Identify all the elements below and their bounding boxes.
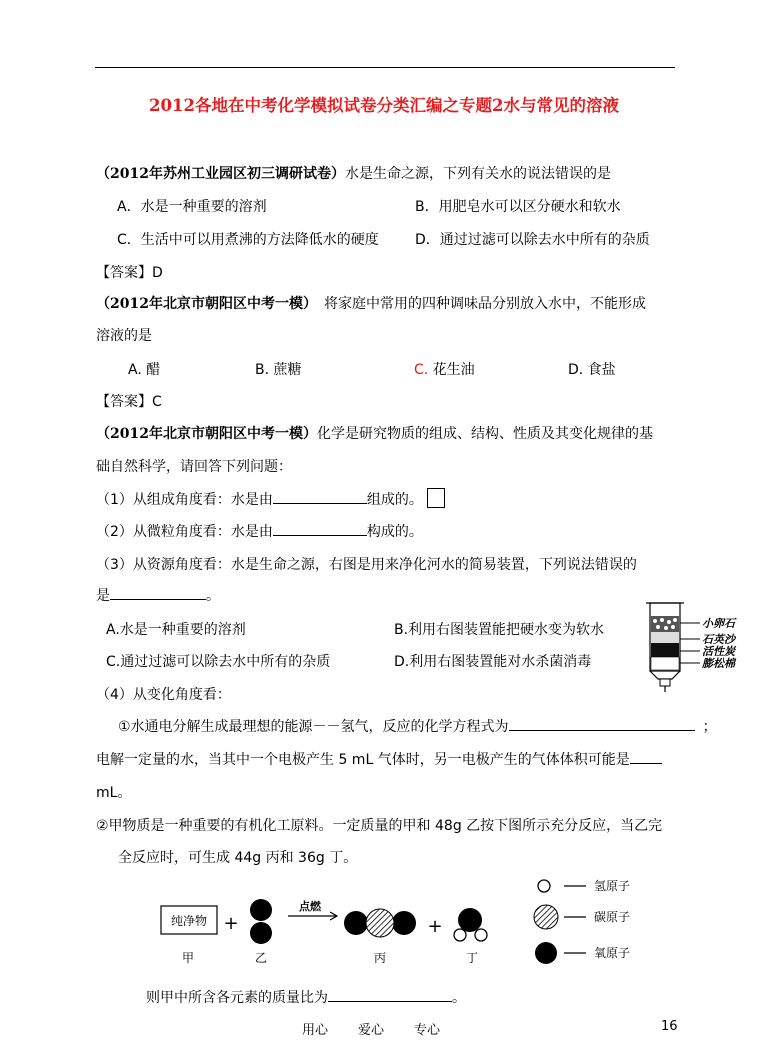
q3-part-4-4-suffix: 。 [452, 990, 466, 1006]
q3-part-4-2 [96, 749, 662, 769]
q3-part-2-suffix: 构成的。 [366, 524, 423, 540]
oxygen-atom [344, 911, 368, 935]
q3-part-1-text: （1）从组成角度看：水是由 [96, 492, 273, 508]
q1-option-a: A．水是一种重要的溶剂 [117, 199, 267, 215]
plus-sign-1: + [223, 913, 239, 934]
blank-mass-ratio[interactable] [328, 987, 452, 1002]
q1-option-b: B．用肥皂水可以区分硬水和软水 [415, 199, 621, 215]
q2-answer: 【答案】C [96, 394, 162, 410]
pure-substance-label: 纯净物 [170, 914, 208, 928]
q3-part-4-3: ②甲物质是一种重要的有机化工原料。一定质量的甲和 48g 乙按下图所示充分反应，当乙完 [96, 818, 663, 834]
footer-item: 用心 [302, 1023, 329, 1038]
label-quartz-sand: 石英沙 [702, 633, 735, 646]
legend-oxygen-label: 氧原子 [594, 946, 631, 960]
answer-box[interactable] [427, 488, 445, 508]
q3-part-4-4 [146, 987, 466, 1007]
q3-part-3-prefix: 是 [96, 588, 110, 604]
q1-option-c: C．生活中可以用煮沸的方法降低水的硬度 [117, 232, 379, 248]
blank-wrong-statement[interactable] [110, 585, 206, 600]
q3-option-b: B.利用右图装置能把硬水变为软水 [394, 622, 605, 638]
blank-composition[interactable] [273, 489, 367, 504]
legend-oxygen-symbol [535, 942, 557, 964]
q1-answer: 【答案】D [96, 265, 163, 281]
q3-part-2-text: （2）从微粒角度看：水是由 [96, 524, 273, 540]
q3-part-4-1-suffix: ； [702, 719, 717, 735]
label-activated-carbon: 活性炭 [702, 645, 735, 658]
q3-part-4-2-text: 电解一定量的水，当其中一个电极产生 5 mL 气体时，另一电极产生的气体体积可能是 [96, 752, 630, 768]
legend-hydrogen-symbol [538, 880, 550, 892]
q3-option-d: D.利用右图装置能对水杀菌消毒 [394, 654, 592, 670]
q1-source: （2012年苏州工业园区初三调研试卷） [96, 166, 345, 182]
q3-part-4-1 [118, 716, 717, 736]
q2-option-c [414, 359, 475, 379]
legend-hydrogen-label: 氢原子 [594, 879, 631, 893]
blank-equation[interactable] [509, 716, 695, 731]
q3-source: （2012年北京市朝阳区中考一模） [96, 426, 317, 442]
oxygen-atom [250, 922, 272, 944]
activated-carbon-layer [651, 643, 679, 657]
header-rule [95, 67, 675, 68]
q2-option-c-letter: C. [414, 362, 429, 378]
q2-source: （2012年北京市朝阳区中考一模） [96, 296, 310, 312]
water-filter-diagram [640, 600, 750, 696]
quartz-sand-layer [651, 632, 679, 643]
page-title: 2012各地在中考化学模拟试卷分类汇编之专题2水与常见的溶液 [149, 96, 619, 115]
question-3-stem [96, 423, 653, 443]
cotton-layer [651, 657, 679, 670]
q2-stem-line2: 溶液的是 [96, 328, 152, 344]
q3-part-3: （3）从资源角度看：水是生命之源，右图是用来净化河水的简易装置，下列说法错误的 [96, 557, 637, 573]
q3-option-c: C.通过过滤可以除去水中所有的杂质 [106, 654, 331, 670]
reaction-diagram [150, 872, 670, 972]
blank-gas-volume[interactable] [630, 749, 662, 764]
q3-part-1-suffix: 组成的。 [366, 492, 423, 508]
q3-part-4-4-text: 则甲中所含各元素的质量比为 [146, 990, 328, 1006]
label-pebble: 小卵石 [702, 617, 735, 630]
label-bing: 丙 [373, 951, 387, 965]
q2-option-b: B. 蔗糖 [255, 362, 302, 378]
question-1-stem [96, 163, 611, 183]
label-cotton: 膨松棉 [702, 657, 735, 670]
carbon-atom [366, 909, 394, 937]
q3-option-a: A.水是一种重要的溶剂 [106, 622, 246, 638]
label-yi: 乙 [254, 951, 268, 965]
question-2-stem [96, 293, 646, 313]
legend-carbon-label: 碳原子 [594, 910, 631, 924]
q3-part-2 [96, 521, 423, 541]
blank-particles[interactable] [273, 521, 367, 536]
q2-stem: 将家庭中常用的四种调味品分别放入水中，不能形成 [309, 296, 646, 312]
legend-carbon-symbol [534, 905, 558, 929]
oxygen-atom [250, 899, 272, 921]
hydrogen-atom [475, 929, 487, 941]
q3-part-3-line2 [96, 585, 220, 605]
hydrogen-atom [454, 929, 466, 941]
page-number: 16 [661, 1019, 678, 1034]
q1-option-d: D．通过过滤可以除去水中所有的杂质 [415, 232, 650, 248]
label-ding: 丁 [465, 951, 479, 965]
footer-item: 专心 [414, 1023, 441, 1038]
q2-option-a: A. 醋 [128, 362, 161, 378]
q3-stem: 化学是研究物质的组成、结构、性质及其变化规律的基 [316, 426, 653, 442]
q3-part-4-3-line2: 全反应时，可生成 44g 丙和 36g 丁。 [118, 850, 358, 866]
q3-part-1 [96, 488, 445, 509]
q3-part-4-1-text: ①水通电分解生成最理想的能源－－氢气，反应的化学方程式为 [118, 719, 509, 735]
q3-stem-line2: 础自然科学，请回答下列问题： [96, 459, 292, 475]
q1-stem: 水是生命之源，下列有关水的说法错误的是 [344, 166, 611, 182]
q2-option-d: D. 食盐 [568, 362, 616, 378]
plus-sign-2: + [427, 916, 443, 937]
ignite-label: 点燃 [299, 900, 321, 913]
q3-part-4: （4）从变化角度看： [96, 687, 231, 703]
footer-item: 爱心 [358, 1023, 385, 1038]
label-jia: 甲 [181, 951, 195, 965]
q2-option-c-text: 花生油 [428, 362, 475, 378]
oxygen-atom [458, 908, 482, 932]
q3-part-4-2-unit: mL。 [96, 785, 132, 801]
q3-part-3-suffix: 。 [206, 588, 220, 604]
oxygen-atom [392, 911, 416, 935]
